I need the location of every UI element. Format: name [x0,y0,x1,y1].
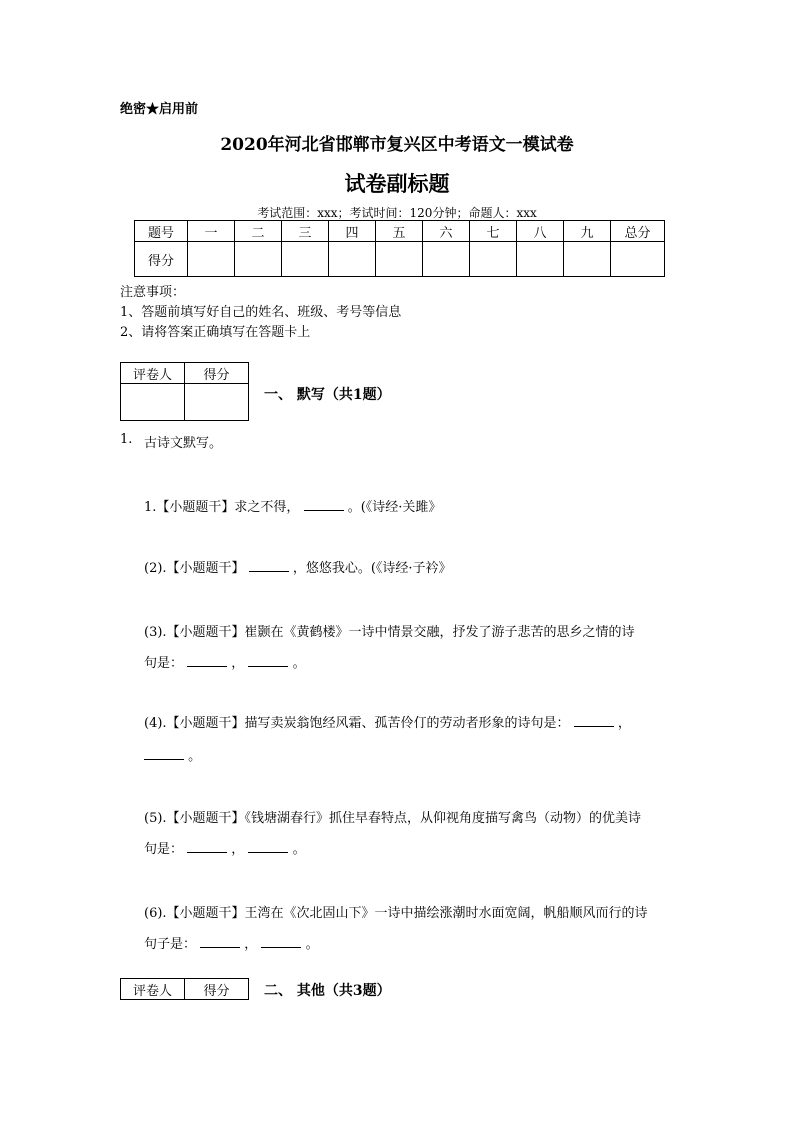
sub-question-text: ，悠悠我心。(《诗经·子衿》 [292,561,452,576]
score-cell[interactable] [423,242,470,277]
sub-question-text: 句是： [144,656,184,671]
grader-score-label: 得分 [185,979,249,1000]
grader-reviewer-label: 评卷人 [121,979,185,1000]
sub-question-text: (3).【小题题干】崔颢在《黄鹤楼》一诗中情景交融，抒发了游子悲苦的思乡之情的诗 [144,625,635,640]
score-cell[interactable] [235,242,282,277]
score-table [134,220,665,277]
score-cell[interactable] [470,242,517,277]
sub-question [144,933,319,952]
score-header-cell: 九 [564,221,611,242]
sub-question [144,557,452,576]
sub-question-text: ， [231,842,245,857]
score-cell[interactable] [611,242,665,277]
score-header-cell: 三 [282,221,329,242]
notice-heading: 注意事项： [120,285,186,300]
sub-question [144,838,306,857]
sub-question-text: (2).【小题题干】 [144,561,245,576]
answer-blank[interactable] [144,747,184,760]
score-header-cell: 四 [329,221,376,242]
score-cell[interactable] [376,242,423,277]
grader-score-label: 得分 [185,363,249,384]
score-header-cell: 总分 [611,221,665,242]
grader-box [120,978,249,1000]
answer-blank[interactable] [187,840,227,853]
score-cell[interactable] [282,242,329,277]
exam-info: 考试范围：xxx；考试时间：120分钟；命题人：xxx [257,206,537,220]
score-header-cell: 六 [423,221,470,242]
grader-reviewer-label: 评卷人 [121,363,185,384]
question-number: 1. [120,432,133,447]
score-header-cell: 五 [376,221,423,242]
exam-title: 2020年河北省邯郸市复兴区中考语文一模试卷 [220,135,574,155]
answer-blank[interactable] [248,654,288,667]
answer-blank[interactable] [261,935,301,948]
sub-question-text: 。 [188,749,202,764]
sub-question-text: ， [244,937,258,952]
sub-question-text: (5).【小题题干】《钱塘湖春行》抓住早春特点，从仰视角度描写禽鸟（动物）的优美诗 [144,811,642,826]
confidential-label: 绝密★启用前 [120,102,199,117]
sub-question-text: (6).【小题题干】王湾在《次北固山下》一诗中描绘涨潮时水面宽阔，帆船顺风而行的诗 [144,906,648,921]
grader-box [120,362,249,421]
sub-question-text: 。 [292,842,306,857]
sub-question-text: 句子是： [144,937,197,952]
answer-blank[interactable] [200,935,240,948]
sub-question-text: 句是： [144,842,184,857]
notice-item: 2、请将答案正确填写在答题卡上 [120,325,311,340]
sub-question-text: ， [617,716,631,731]
grader-reviewer-cell[interactable] [121,384,185,421]
score-header-cell: 题号 [135,221,188,242]
score-header-cell: 二 [235,221,282,242]
score-header-cell: 八 [517,221,564,242]
sub-question [144,745,201,764]
answer-blank[interactable] [248,840,288,853]
notice-block [120,283,401,343]
answer-blank[interactable] [249,559,289,572]
section-title: 二、 其他（共3题） [264,983,391,999]
sub-question-text: 。 [305,937,319,952]
sub-question [144,652,306,671]
sub-question-text: (4).【小题题干】描写卖炭翁饱经风霜、孤苦伶仃的劳动者形象的诗句是： [144,716,570,731]
answer-blank[interactable] [574,714,614,727]
answer-blank[interactable] [304,498,344,511]
exam-subtitle: 试卷副标题 [344,171,450,196]
score-cell[interactable] [564,242,611,277]
grader-score-cell[interactable] [185,384,249,421]
sub-question-text: 。 [292,656,306,671]
score-cell[interactable] [517,242,564,277]
section-title: 一、 默写（共1题） [264,387,391,403]
sub-question [144,496,441,515]
notice-item: 1、答题前填写好自己的姓名、班级、考号等信息 [120,305,402,320]
sub-question [144,712,631,731]
score-cell[interactable] [188,242,235,277]
score-row-label: 得分 [135,242,188,277]
sub-question-text: 1.【小题题干】求之不得， [144,500,300,515]
answer-blank[interactable] [187,654,227,667]
sub-question-text: 。(《诗经·关雎》 [347,500,442,515]
question-text: 古诗文默写。 [144,436,223,451]
sub-question-text: ， [231,656,245,671]
score-header-cell: 一 [188,221,235,242]
score-header-cell: 七 [470,221,517,242]
score-cell[interactable] [329,242,376,277]
